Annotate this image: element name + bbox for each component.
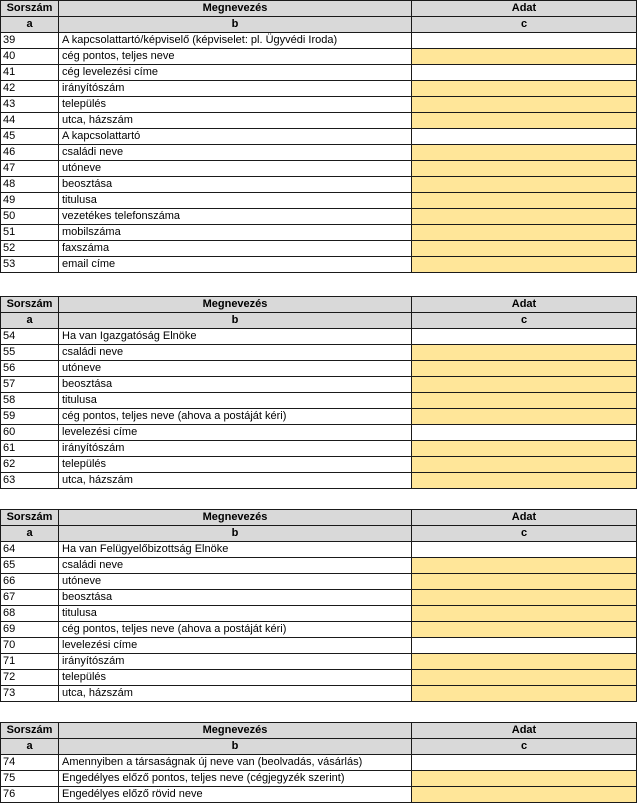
header-row [1, 297, 637, 313]
row-label: vezetékes telefonszáma [59, 209, 412, 225]
row-label: cég levelezési címe [59, 65, 412, 81]
table-row [1, 209, 637, 225]
data-table [0, 509, 637, 702]
header-row [1, 1, 637, 17]
table-row [1, 329, 637, 345]
data-cell [412, 33, 637, 49]
row-label: utóneve [59, 574, 412, 590]
row-number: 63 [1, 473, 59, 489]
subheader-row [1, 313, 637, 329]
col-header-megnevezes: Megnevezés [59, 723, 412, 739]
col-letter-b: b [59, 526, 412, 542]
row-label: cég pontos, teljes neve (ahova a postáját kéri) [59, 622, 412, 638]
table-row [1, 377, 637, 393]
row-number: 76 [1, 787, 59, 803]
data-cell [412, 129, 637, 145]
data-input-cell[interactable] [412, 345, 637, 361]
row-label: faxszáma [59, 241, 412, 257]
data-input-cell[interactable] [412, 606, 637, 622]
data-input-cell[interactable] [412, 161, 637, 177]
data-cell [412, 425, 637, 441]
row-number: 74 [1, 755, 59, 771]
row-label: levelezési címe [59, 425, 412, 441]
row-number: 50 [1, 209, 59, 225]
table-row [1, 225, 637, 241]
table-row [1, 654, 637, 670]
col-header-megnevezes: Megnevezés [59, 510, 412, 526]
table-row [1, 145, 637, 161]
data-cell [412, 755, 637, 771]
row-label: utóneve [59, 361, 412, 377]
col-header-megnevezes: Megnevezés [59, 297, 412, 313]
row-number: 62 [1, 457, 59, 473]
table-row [1, 670, 637, 686]
subheader-row [1, 526, 637, 542]
table-row [1, 113, 637, 129]
row-number: 69 [1, 622, 59, 638]
data-input-cell[interactable] [412, 225, 637, 241]
table-row [1, 787, 637, 803]
row-label: beosztása [59, 377, 412, 393]
col-letter-b: b [59, 313, 412, 329]
data-table [0, 296, 637, 489]
data-input-cell[interactable] [412, 622, 637, 638]
row-label: irányítószám [59, 441, 412, 457]
row-label: cég pontos, teljes neve [59, 49, 412, 65]
row-number: 47 [1, 161, 59, 177]
table-row [1, 241, 637, 257]
row-number: 70 [1, 638, 59, 654]
row-label: beosztása [59, 177, 412, 193]
row-number: 60 [1, 425, 59, 441]
data-input-cell[interactable] [412, 361, 637, 377]
data-input-cell[interactable] [412, 209, 637, 225]
data-input-cell[interactable] [412, 81, 637, 97]
data-input-cell[interactable] [412, 457, 637, 473]
row-number: 41 [1, 65, 59, 81]
data-input-cell[interactable] [412, 574, 637, 590]
col-letter-b: b [59, 17, 412, 33]
col-header-adat: Adat [412, 1, 637, 17]
section-previous-name [0, 722, 637, 803]
row-label: Ha van Igazgatóság Elnöke [59, 329, 412, 345]
row-label: A kapcsolattartó/képviselő (képviselet: pl. Ügyvédi Iroda) [59, 33, 412, 49]
row-label: település [59, 97, 412, 113]
table-row [1, 161, 637, 177]
row-label: Engedélyes előző rövid neve [59, 787, 412, 803]
row-label: családi neve [59, 145, 412, 161]
col-header-sorszam: Sorszám [1, 297, 59, 313]
row-number: 64 [1, 542, 59, 558]
row-number: 66 [1, 574, 59, 590]
col-letter-b: b [59, 739, 412, 755]
row-number: 56 [1, 361, 59, 377]
table-row [1, 33, 637, 49]
col-letter-a: a [1, 739, 59, 755]
table-row [1, 97, 637, 113]
col-letter-c: c [412, 313, 637, 329]
table-row [1, 606, 637, 622]
row-number: 57 [1, 377, 59, 393]
data-cell [412, 329, 637, 345]
table-row [1, 771, 637, 787]
row-number: 67 [1, 590, 59, 606]
row-number: 52 [1, 241, 59, 257]
table-row [1, 638, 637, 654]
col-letter-c: c [412, 17, 637, 33]
subheader-row [1, 739, 637, 755]
row-number: 48 [1, 177, 59, 193]
row-label: mobilszáma [59, 225, 412, 241]
row-label: település [59, 670, 412, 686]
data-input-cell[interactable] [412, 771, 637, 787]
section-contact [0, 0, 637, 273]
col-header-adat: Adat [412, 510, 637, 526]
table-row [1, 81, 637, 97]
row-number: 55 [1, 345, 59, 361]
row-number: 71 [1, 654, 59, 670]
row-number: 73 [1, 686, 59, 702]
col-letter-c: c [412, 739, 637, 755]
section-supervisory-chair [0, 509, 637, 702]
row-number: 65 [1, 558, 59, 574]
row-label: utca, házszám [59, 473, 412, 489]
table-row [1, 622, 637, 638]
data-input-cell[interactable] [412, 590, 637, 606]
row-number: 43 [1, 97, 59, 113]
row-label: település [59, 457, 412, 473]
table-row [1, 755, 637, 771]
row-number: 46 [1, 145, 59, 161]
data-input-cell[interactable] [412, 177, 637, 193]
table-row [1, 345, 637, 361]
col-letter-a: a [1, 526, 59, 542]
row-label: levelezési címe [59, 638, 412, 654]
data-input-cell[interactable] [412, 670, 637, 686]
table-row [1, 590, 637, 606]
table-row [1, 257, 637, 273]
col-header-adat: Adat [412, 723, 637, 739]
data-cell [412, 542, 637, 558]
row-label: email címe [59, 257, 412, 273]
row-label: irányítószám [59, 81, 412, 97]
data-input-cell[interactable] [412, 145, 637, 161]
row-number: 42 [1, 81, 59, 97]
table-row [1, 558, 637, 574]
data-table [0, 722, 637, 803]
row-number: 75 [1, 771, 59, 787]
table-row [1, 542, 637, 558]
data-table [0, 0, 637, 273]
data-input-cell[interactable] [412, 377, 637, 393]
row-label: cég pontos, teljes neve (ahova a postáját kéri) [59, 409, 412, 425]
data-input-cell[interactable] [412, 409, 637, 425]
row-number: 49 [1, 193, 59, 209]
row-label: Ha van Felügyelőbizottság Elnöke [59, 542, 412, 558]
row-label: titulusa [59, 393, 412, 409]
subheader-row [1, 17, 637, 33]
table-row [1, 473, 637, 489]
data-input-cell[interactable] [412, 654, 637, 670]
col-letter-a: a [1, 313, 59, 329]
data-input-cell[interactable] [412, 441, 637, 457]
col-header-sorszam: Sorszám [1, 1, 59, 17]
col-header-sorszam: Sorszám [1, 723, 59, 739]
table-row [1, 129, 637, 145]
row-label: utca, házszám [59, 113, 412, 129]
data-input-cell[interactable] [412, 193, 637, 209]
data-input-cell[interactable] [412, 787, 637, 803]
row-label: irányítószám [59, 654, 412, 670]
table-row [1, 393, 637, 409]
row-number: 72 [1, 670, 59, 686]
data-cell [412, 65, 637, 81]
row-label: titulusa [59, 606, 412, 622]
table-row [1, 686, 637, 702]
header-row [1, 723, 637, 739]
table-row [1, 574, 637, 590]
table-row [1, 177, 637, 193]
col-header-adat: Adat [412, 297, 637, 313]
table-row [1, 49, 637, 65]
data-input-cell[interactable] [412, 49, 637, 65]
row-label: családi neve [59, 558, 412, 574]
row-label: beosztása [59, 590, 412, 606]
row-number: 44 [1, 113, 59, 129]
row-number: 40 [1, 49, 59, 65]
col-header-megnevezes: Megnevezés [59, 1, 412, 17]
col-letter-c: c [412, 526, 637, 542]
table-row [1, 193, 637, 209]
section-board-chair [0, 296, 637, 489]
data-cell [412, 638, 637, 654]
table-row [1, 457, 637, 473]
data-input-cell[interactable] [412, 686, 637, 702]
row-number: 45 [1, 129, 59, 145]
row-number: 61 [1, 441, 59, 457]
data-input-cell[interactable] [412, 473, 637, 489]
col-letter-a: a [1, 17, 59, 33]
data-input-cell[interactable] [412, 113, 637, 129]
row-number: 39 [1, 33, 59, 49]
data-input-cell[interactable] [412, 558, 637, 574]
table-row [1, 361, 637, 377]
row-label: Amennyiben a társaságnak új neve van (beolvadás, vásárlás) [59, 755, 412, 771]
row-label: utóneve [59, 161, 412, 177]
data-input-cell[interactable] [412, 241, 637, 257]
row-number: 59 [1, 409, 59, 425]
table-row [1, 409, 637, 425]
row-label: családi neve [59, 345, 412, 361]
data-input-cell[interactable] [412, 97, 637, 113]
data-input-cell[interactable] [412, 393, 637, 409]
col-header-sorszam: Sorszám [1, 510, 59, 526]
table-row [1, 425, 637, 441]
table-row [1, 65, 637, 81]
data-input-cell[interactable] [412, 257, 637, 273]
row-number: 51 [1, 225, 59, 241]
row-number: 68 [1, 606, 59, 622]
row-number: 53 [1, 257, 59, 273]
header-row [1, 510, 637, 526]
row-label: titulusa [59, 193, 412, 209]
row-label: A kapcsolattartó [59, 129, 412, 145]
row-label: utca, házszám [59, 686, 412, 702]
row-label: Engedélyes előző pontos, teljes neve (cégjegyzék szerint) [59, 771, 412, 787]
table-row [1, 441, 637, 457]
row-number: 54 [1, 329, 59, 345]
row-number: 58 [1, 393, 59, 409]
